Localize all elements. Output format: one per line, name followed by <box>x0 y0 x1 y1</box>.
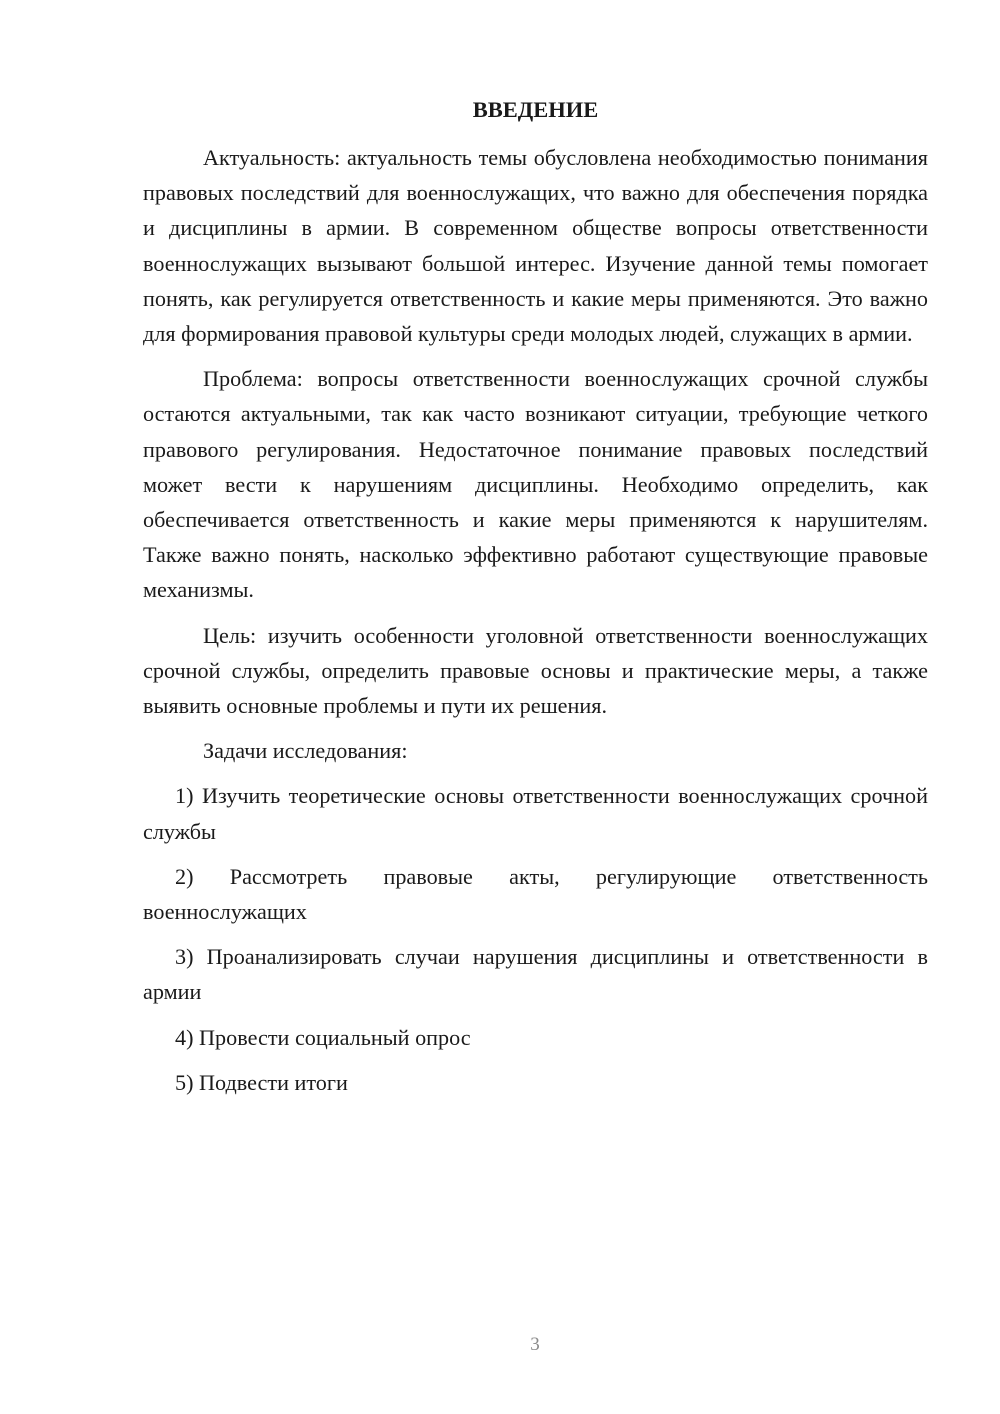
paragraph-relevance: Актуальность: актуальность темы обусловлена необходимостью понимания правовых последствий для военнослужащих, что важно для обеспечения порядка и дисциплины в армии. В современном обществе вопросы ответственности военнослужащих вызывают большой интерес. Изучение данной темы помогает понять, как регулируется ответственность и какие меры применяются. Это важно для формирования правовой культуры среди молодых людей, служащих в армии. <box>143 145 928 347</box>
page-number: 3 <box>530 1334 540 1355</box>
task-item-3: 3) Проанализировать случаи нарушения дисциплины и ответственности в армии <box>143 944 928 1005</box>
paragraph-problem: Проблема: вопросы ответственности военнослужащих срочной службы остаются актуальными, так как часто возникают ситуации, требующие четкого правового регулирования. Недостаточное понимание правовых последствий может вести к нарушениям дисциплины. Необходимо определить, как обеспечивается ответственность и какие меры применяются к нарушителям. Также важно понять, насколько эффективно работают существующие правовые механизмы. <box>143 366 928 603</box>
paragraph-goal: Цель: изучить особенности уголовной ответственности военнослужащих срочной службы, определить правовые основы и практические меры, а также выявить основные проблемы и пути их решения. <box>143 622 928 719</box>
task-item-1: 1) Изучить теоретические основы ответственности военнослужащих срочной службы <box>143 783 928 844</box>
tasks-heading: Задачи исследования: <box>203 738 408 764</box>
task-item-5: 5) Подвести итоги <box>175 1069 348 1095</box>
task-item-4: 4) Провести социальный опрос <box>175 1024 471 1050</box>
page-content <box>143 92 928 1110</box>
section-title: ВВЕДЕНИЕ <box>472 97 599 122</box>
task-item-2: 2) Рассмотреть правовые акты, регулирующие ответственность военнослужащих <box>143 863 928 925</box>
